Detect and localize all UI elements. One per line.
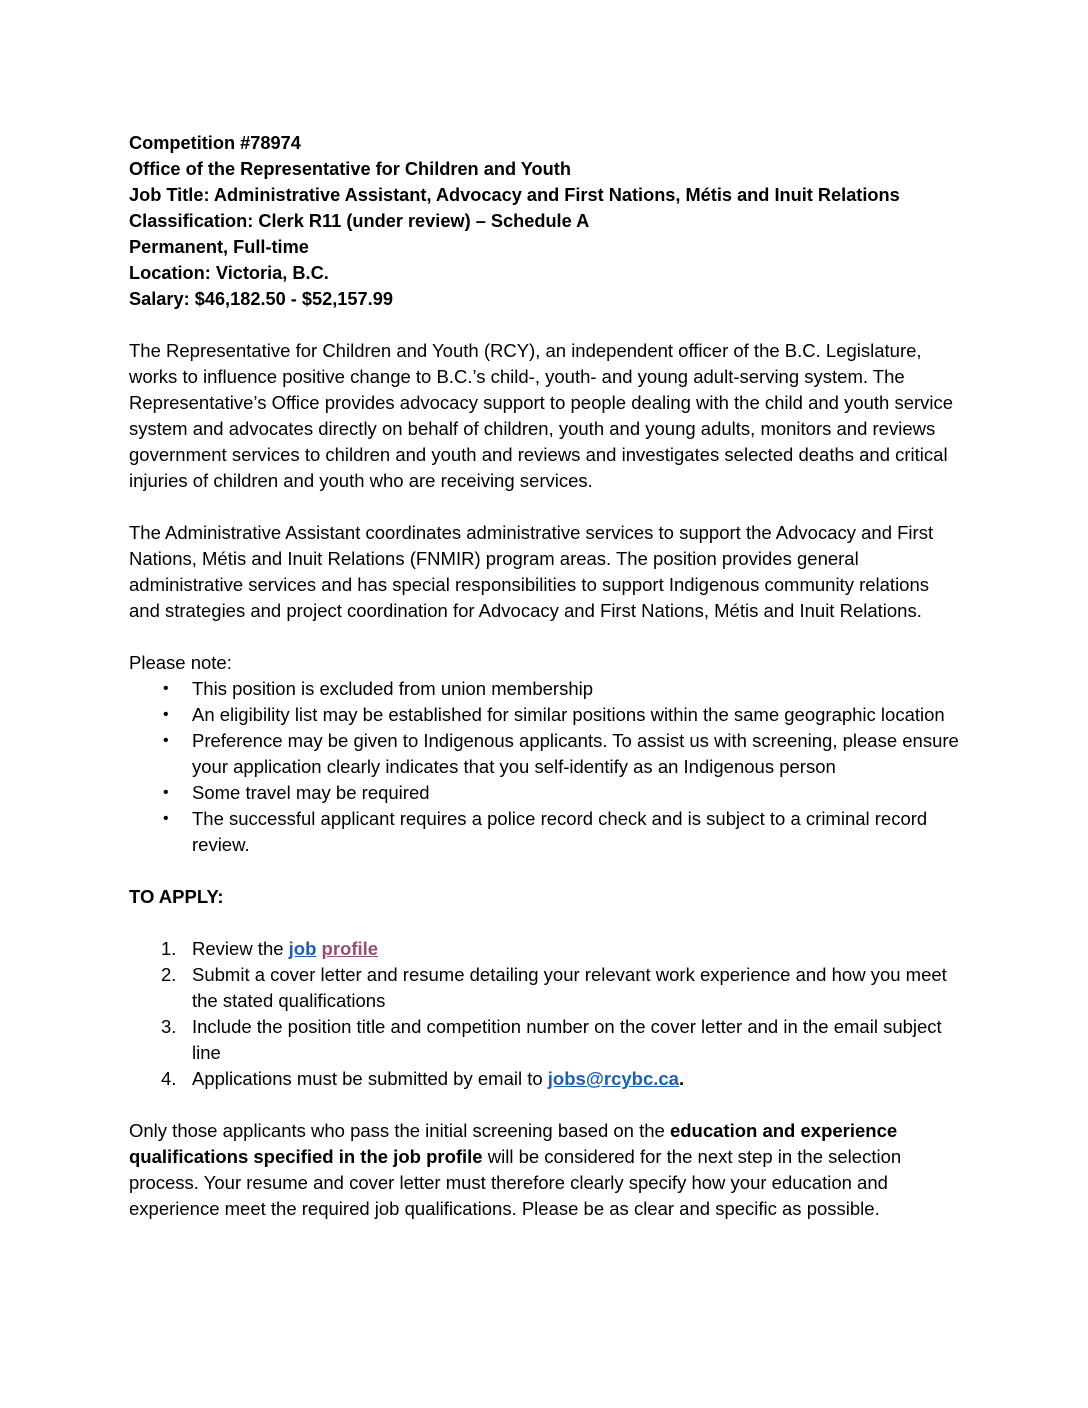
- email-link[interactable]: jobs@rcybc.ca: [547, 1068, 679, 1089]
- step-number: 2.: [161, 964, 177, 985]
- step-suffix: .: [678, 1068, 685, 1089]
- step-text: Submit a cover letter and resume detailing your relevant work experience and how you meet the stated qualifications: [192, 964, 947, 1011]
- job-profile-link[interactable]: job: [288, 938, 317, 959]
- step-number: 4.: [161, 1068, 177, 1089]
- list-item: [161, 1014, 959, 1066]
- bullet-icon: •: [163, 706, 169, 723]
- list-item: [163, 728, 959, 780]
- to-apply-heading: TO APPLY:: [129, 886, 224, 907]
- closing-text-2: will be considered for the next step in the selection process. Your resume and cover letter must therefore clearly specify how your education and experience meet the required job qualifications. Please be as clear and specific as possible.: [129, 1146, 902, 1219]
- step-number: 1.: [161, 938, 177, 959]
- closing-bold-text: education and experience qualifications specified in the job profile: [129, 1120, 898, 1167]
- notes-heading: Please note:: [129, 652, 232, 673]
- office-name: Office of the Representative for Children and Youth: [129, 159, 571, 179]
- list-item: [161, 962, 959, 1014]
- list-item: [163, 702, 959, 728]
- bullet-icon: •: [163, 732, 169, 749]
- bullet-icon: •: [163, 680, 169, 697]
- apply-steps: [129, 936, 959, 1092]
- posting-header: [129, 130, 959, 312]
- closing-text-1: Only those applicants who pass the initial screening based on the: [129, 1120, 670, 1141]
- bullet-icon: •: [163, 784, 169, 801]
- job-profile-link-visited[interactable]: profile: [321, 938, 379, 959]
- note-text: Some travel may be required: [192, 782, 430, 803]
- closing-paragraph: [129, 1118, 959, 1222]
- step-number: 3.: [161, 1016, 177, 1037]
- step-text: Applications must be submitted by email to: [192, 1068, 548, 1089]
- job-title: Job Title: Administrative Assistant, Advocacy and First Nations, Métis and Inuit Relations: [129, 185, 900, 205]
- competition-number: Competition #78974: [129, 133, 301, 153]
- bullet-icon: •: [163, 810, 169, 827]
- list-item: [163, 780, 959, 806]
- note-text: An eligibility list may be established for similar positions within the same geographic location: [192, 704, 945, 725]
- note-text: This position is excluded from union membership: [192, 678, 594, 699]
- role-paragraph: The Administrative Assistant coordinates administrative services to support the Advocacy and First Nations, Métis and Inuit Relations (FNMIR) program areas. The position provides general administrative services and has special responsibilities to support Indigenous community relations and strategies and project coordination for Advocacy and First Nations, Métis and Inuit Relations.: [129, 522, 934, 621]
- intro-paragraph: The Representative for Children and Youth (RCY), an independent officer of the B.C. Legislature, works to influence positive change to B.C.’s child-, youth- and young adult-serving system. The Representative’s Office provides advocacy support to people dealing with the child and youth service system and advocates directly on behalf of children, youth and young adults, monitors and reviews government services to children and youth and reviews and investigates selected deaths and critical injuries of children and youth who are receiving services.: [129, 340, 954, 491]
- notes-list: [129, 676, 959, 858]
- list-item: [161, 1066, 959, 1092]
- document-page: [129, 130, 959, 1222]
- employment-status: Permanent, Full-time: [129, 237, 309, 257]
- step-text: Review the: [192, 938, 289, 959]
- note-text: The successful applicant requires a police record check and is subject to a criminal record review.: [192, 808, 928, 855]
- note-text: Preference may be given to Indigenous applicants. To assist us with screening, please ensure your application clearly indicates that you self-identify as an Indigenous person: [192, 730, 959, 777]
- list-item: [161, 936, 959, 962]
- list-item: [163, 806, 959, 858]
- location: Location: Victoria, B.C.: [129, 263, 329, 283]
- salary: Salary: $46,182.50 - $52,157.99: [129, 289, 393, 309]
- step-text: Include the position title and competition number on the cover letter and in the email subject line: [192, 1016, 942, 1063]
- classification: Classification: Clerk R11 (under review) – Schedule A: [129, 211, 590, 231]
- list-item: [163, 676, 959, 702]
